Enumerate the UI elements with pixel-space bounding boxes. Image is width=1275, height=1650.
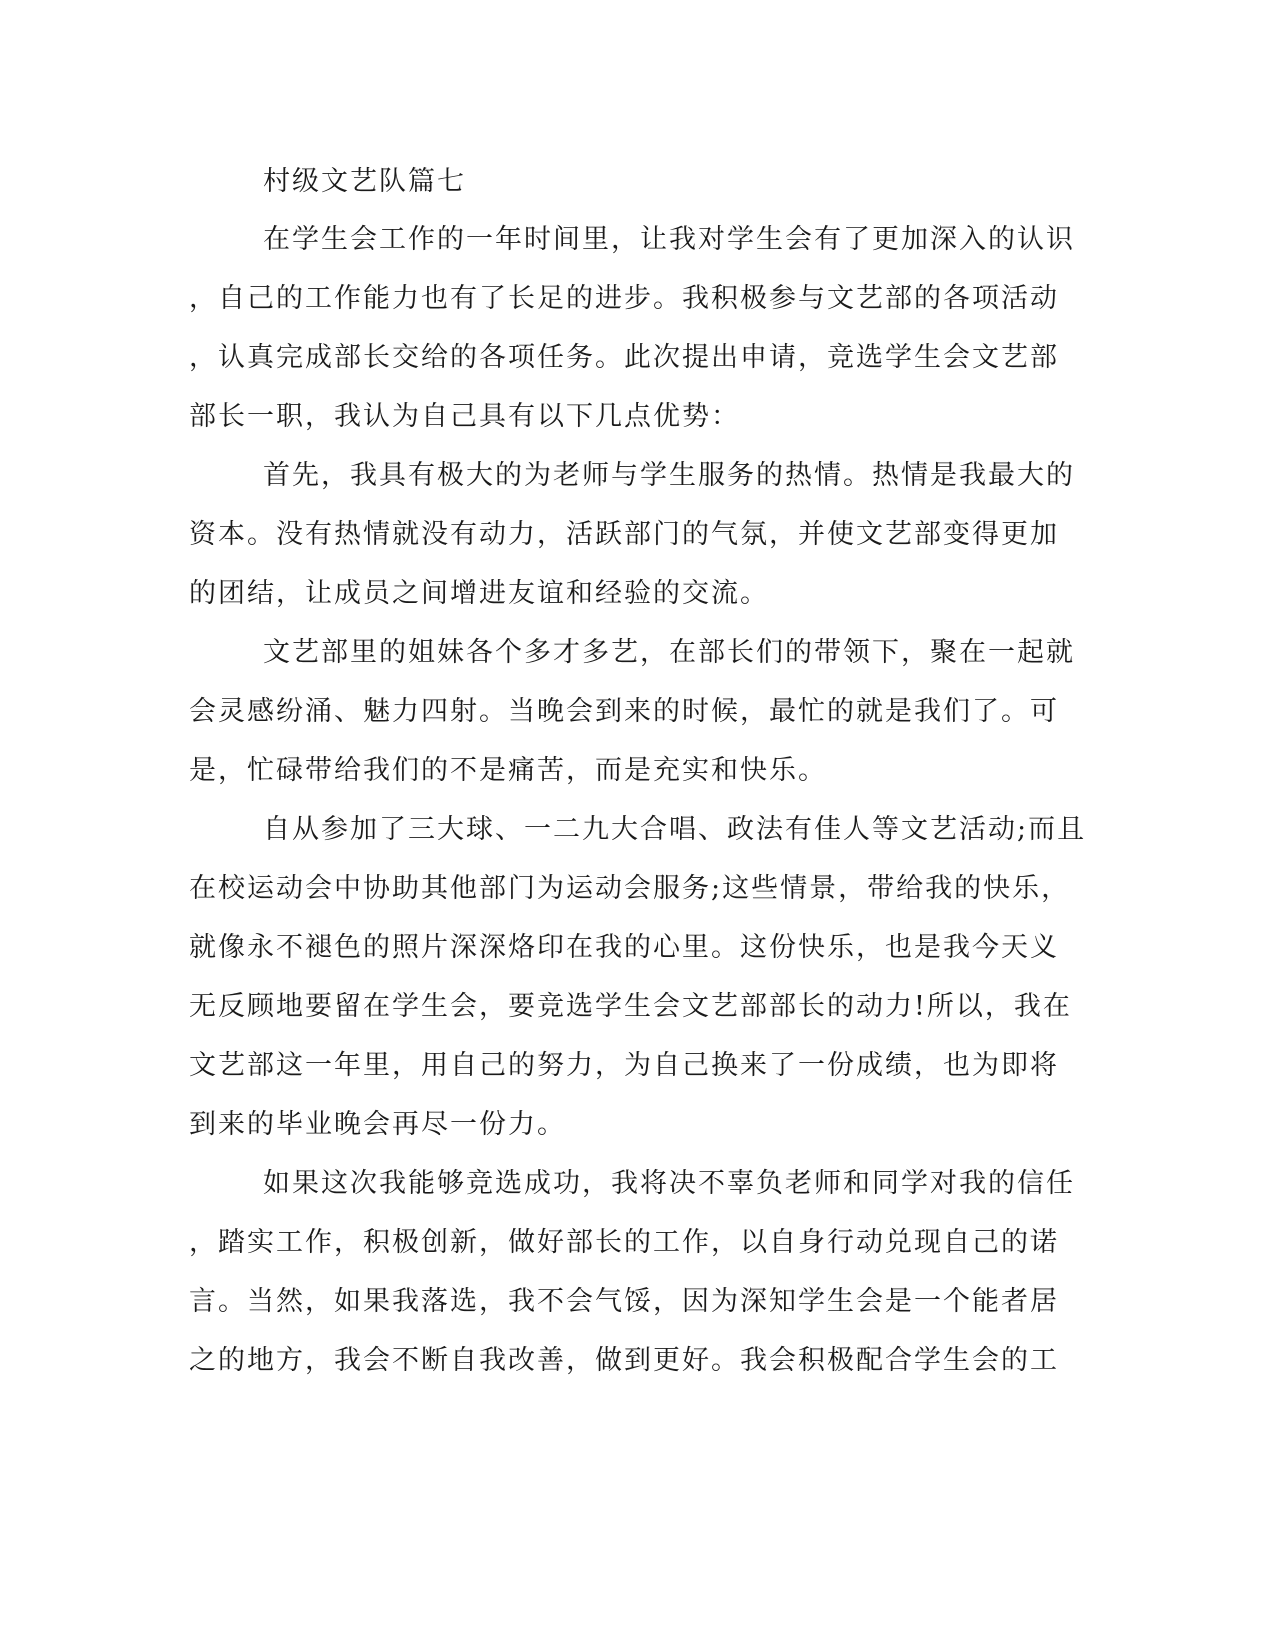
paragraph-line: 资本。没有热情就没有动力，活跃部门的气氛，并使文艺部变得更加 <box>189 519 1059 550</box>
paragraph-line: 就像永不褪色的照片深深烙印在我的心里。这份快乐，也是我今天义 <box>189 932 1059 963</box>
paragraph-line: 之的地方，我会不断自我改善，做到更好。我会积极配合学生会的工 <box>189 1345 1059 1376</box>
paragraph-line: 言。当然，如果我落选，我不会气馁，因为深知学生会是一个能者居 <box>189 1286 1059 1317</box>
paragraph-line: 在校运动会中协助其他部门为运动会服务;这些情景，带给我的快乐， <box>189 873 1071 904</box>
paragraph-line: 自从参加了三大球、一二九大合唱、政法有佳人等文艺活动;而且 <box>263 814 1087 845</box>
paragraph-line: 在学生会工作的一年时间里，让我对学生会有了更加深入的认识 <box>263 224 1075 255</box>
paragraph-line: 文艺部这一年里，用自己的努力，为自己换来了一份成绩，也为即将 <box>189 1050 1059 1081</box>
paragraph-line: ，踏实工作，积极创新，做好部长的工作，以自身行动兑现自己的诺 <box>189 1227 1059 1258</box>
paragraph-line: 到来的毕业晚会再尽一份力。 <box>189 1109 566 1140</box>
paragraph-line: ，认真完成部长交给的各项任务。此次提出申请，竞选学生会文艺部 <box>189 342 1059 373</box>
paragraph-line: 如果这次我能够竞选成功，我将决不辜负老师和同学对我的信任 <box>263 1168 1075 1199</box>
paragraph-line: 文艺部里的姐妹各个多才多艺，在部长们的带领下，聚在一起就 <box>263 637 1075 668</box>
paragraph-line: ，自己的工作能力也有了长足的进步。我积极参与文艺部的各项活动 <box>189 283 1059 314</box>
paragraph-line: 会灵感纷涌、魅力四射。当晚会到来的时候，最忙的就是我们了。可 <box>189 696 1059 727</box>
paragraph-line: 首先，我具有极大的为老师与学生服务的热情。热情是我最大的 <box>263 460 1075 491</box>
document-title: 村级文艺队篇七 <box>263 166 466 197</box>
paragraph-line: 是，忙碌带给我们的不是痛苦，而是充实和快乐。 <box>189 755 827 786</box>
paragraph-line: 部长一职，我认为自己具有以下几点优势： <box>189 401 740 432</box>
paragraph-line: 无反顾地要留在学生会，要竞选学生会文艺部部长的动力!所以，我在 <box>189 991 1072 1022</box>
paragraph-line: 的团结，让成员之间增进友谊和经验的交流。 <box>189 578 769 609</box>
